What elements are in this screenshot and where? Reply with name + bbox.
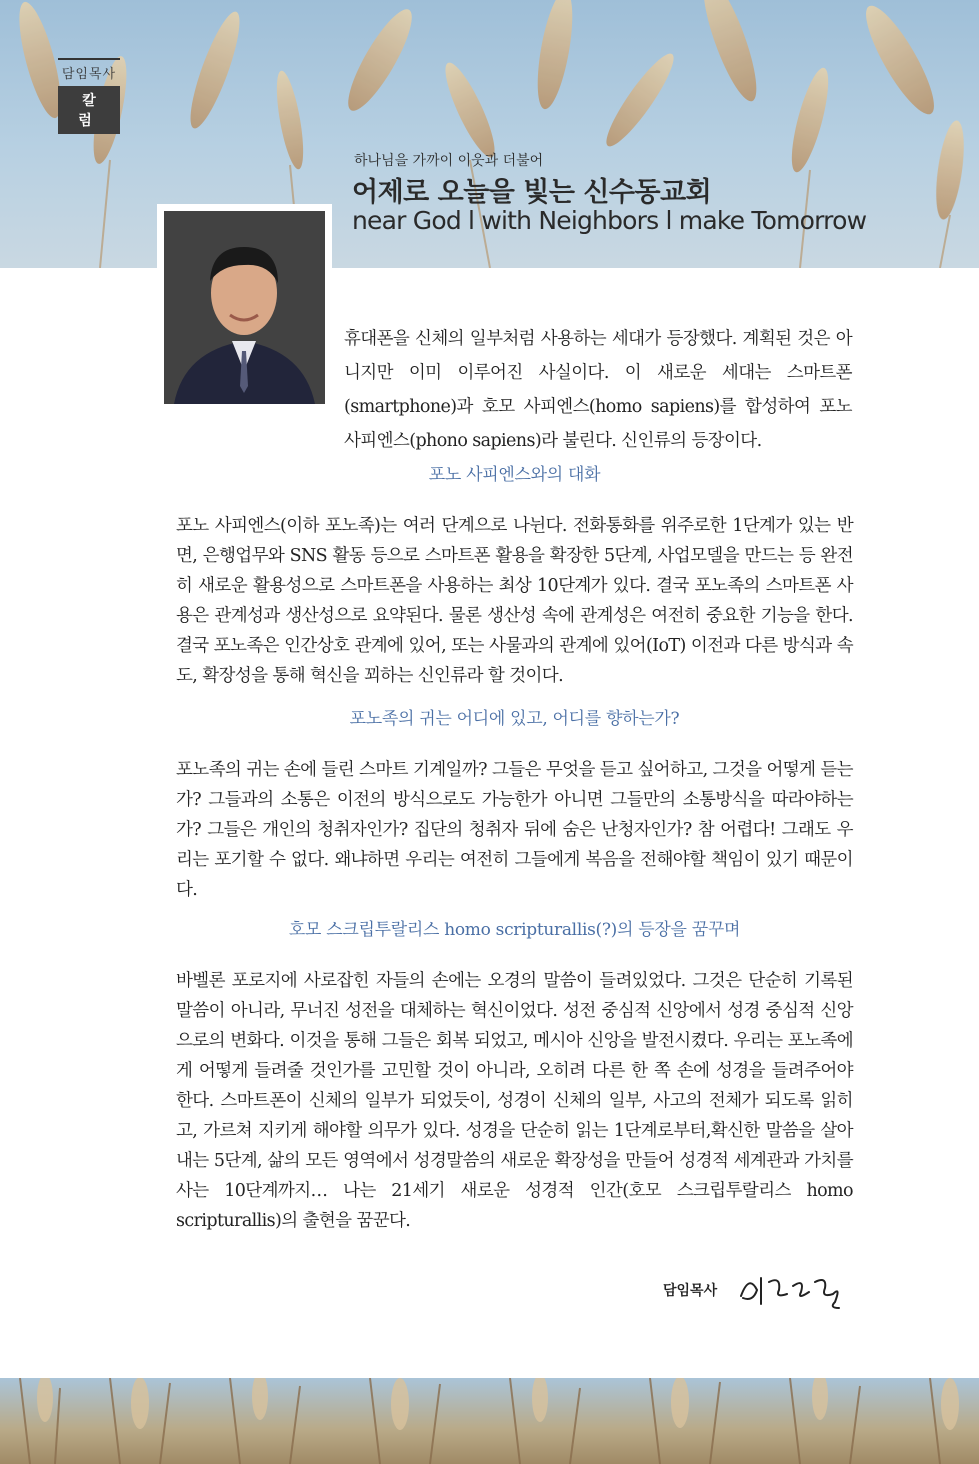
section-heading: 포노족의 귀는 어디에 있고, 어디를 향하는가? <box>349 709 680 729</box>
section-phono-sapiens <box>176 460 853 691</box>
section-body: 바벨론 포로지에 사로잡힌 자들의 손에는 오경의 말씀이 들려있었다. 그것은 단순히 기록된 말씀이 아니라, 무너진 성전을 대체하는 혁신이었다. 성전 중심적 신앙에서 성경 중심적 신앙으로의 변화다. 이것을 통해 그들은 회복 되었고, 메시아 신앙을 발전시켰다. 우리는 포노족에게 어떻게 들려줄 것인가를 고민할 것이 아니라, 오히려 다른 한 쪽 손에 성경을 들려주어야 한다. 스마트폰이 신체의 일부가 되었듯이, 성경이 신체의 일부, 사고의 전체가 되도록 읽히고, 가르쳐 지키게 해야할 의무가 있다. 성경을 단순히 읽는 1단계로부터,확신한 말씀을 살아내는 5단계, 삶의 모든 영역에서 성경말씀의 새로운 확장성을 만들어 성경적 세계관과 가치를 사는 10단계까지… 나는 21세기 새로운 성경적 인간(호모 스크립투랄리스 homo scripturallis)의 출현을 꿈꾼다. <box>176 971 853 1231</box>
section-homo-scripturallis <box>176 915 853 1236</box>
signature-label: 담임목사 <box>663 1283 718 1299</box>
church-name: 어제로 오늘을 빛는 신수동교회 <box>352 177 712 208</box>
section-body: 포노족의 귀는 손에 들린 스마트 기계일까? 그들은 무엇을 듣고 싶어하고, 그것을 어떻게 듣는가? 그들과의 소통은 이전의 방식으로도 가능한가 아니면 그들만의 소통방식을 따라야하는가? 그들은 개인의 청취자인가? 집단의 청취자 뒤에 숨은 난청자인가? 참 어렵다! 그래도 우리는 포기할 수 없다. 왜냐하면 우리는 여전히 그들에게 복음을 전해야할 책임이 있기 때문이다. <box>176 760 853 900</box>
section-body: 포노 사피엔스(이하 포노족)는 여러 단계으로 나뉜다. 전화통화를 위주로한 1단계가 있는 반면, 은행업무와 SNS 활동 등으로 스마트폰 활용을 확장한 5단계, 사업모델을 만드는 등 완전히 새로운 활용성으로 스마트폰을 사용하는 최상 10단계가 있다. 결국 포노족의 스마트폰 사용은 관계성과 생산성으로 요약된다. 물론 생산성 속에 관계성은 여전히 중요한 기능을 한다. 결국 포노족은 인간상호 관계에 있어, 또는 사물과의 관계에 있어(IoT) 이전과 다른 방식과 속도, 확장성을 통해 혁신을 꾀하는 신인류라 할 것이다. <box>176 516 853 686</box>
section-heading: 호모 스크립투랄리스 homo scripturallis(?)의 등장을 꿈꾸며 <box>288 920 741 940</box>
handwritten-signature <box>735 1268 855 1313</box>
header-banner <box>0 0 979 268</box>
column-label-top: 담임목사 <box>58 58 120 82</box>
reed-field-illustration <box>0 1378 979 1464</box>
column-label <box>58 58 120 134</box>
motto-small: 하나님을 가까이 이웃과 더불어 <box>354 153 544 169</box>
section-phono-ears <box>176 704 853 905</box>
footer-banner <box>0 1378 979 1464</box>
pastor-photo <box>157 204 332 411</box>
section-heading: 포노 사피엔스와의 대화 <box>428 465 601 485</box>
column-label-bottom: 칼 럼 <box>58 86 120 134</box>
pastor-portrait-image <box>164 211 325 404</box>
motto-english: near God l with Neighbors l make Tomorrow <box>352 206 867 235</box>
intro-paragraph: 휴대폰을 신체의 일부처럼 사용하는 세대가 등장했다. 계획된 것은 아니지만 이미 이루어진 사실이다. 이 새로운 세대는 스마트폰(smartphone)과 호모 사피엔스(homo sapiens)를 합성하여 포노 사피엔스(phono sapiens)라 불린다. 신인류의 등장이다. <box>344 329 852 451</box>
